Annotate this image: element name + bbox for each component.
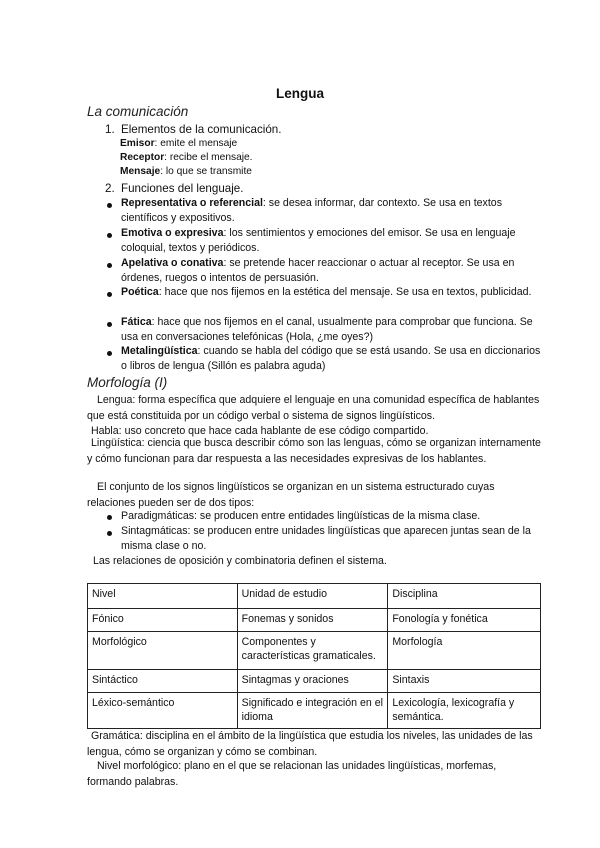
table-row	[88, 609, 541, 632]
bullet-icon	[107, 322, 112, 327]
bullet-icon	[107, 233, 112, 238]
function-apelativa: Apelativa o conativa: se pretende hacer reaccionar o actuar al receptor. Se usa en órdenes, ruegos o intentos de persuasión.	[121, 257, 515, 285]
paragraph-relaciones: Las relaciones de oposición y combinatoria definen el sistema.	[93, 555, 387, 567]
table-row	[88, 632, 541, 670]
table-cell: Lexicología, lexicografía y semántica.	[388, 693, 541, 729]
element-emisor: Emisor: emite el mensaje	[120, 138, 238, 149]
table-row	[88, 670, 541, 693]
paragraph-linguistica: Lingüística: ciencia que busca describir cómo son las lenguas, cómo se organizan internamente y cómo funcionan para dar respuesta a las necesidades expresivas de los hablantes.	[87, 437, 541, 465]
table-cell: Sintáctico	[88, 670, 238, 693]
table-cell: Morfología	[388, 632, 541, 670]
function-emotiva: Emotiva o expresiva: los sentimientos y emociones del emisor. Se usa en lenguaje coloquial, textos y periódicos.	[121, 227, 516, 255]
bullet-icon	[107, 292, 112, 297]
table-row	[88, 693, 541, 729]
table-cell: Sintagmas y oraciones	[237, 670, 388, 693]
bullet-icon	[107, 515, 112, 520]
function-representativa: Representativa o referencial: se desea informar, dar contexto. Se usa en textos científicos y expositivos.	[121, 197, 502, 225]
table-header-cell: Nivel	[88, 584, 238, 609]
bullet-icon	[107, 203, 112, 208]
table-cell: Significado e integración en el idioma	[237, 693, 388, 729]
list-number: 1.	[105, 123, 115, 136]
table-header-cell: Unidad de estudio	[237, 584, 388, 609]
element-receptor: Receptor: recibe el mensaje.	[120, 152, 253, 163]
bullet-icon	[107, 351, 112, 356]
function-poetica: Poética: hace que nos fijemos en la estética del mensaje. Se usa en textos, publicidad.	[121, 286, 532, 298]
table-cell: Fónico	[88, 609, 238, 632]
bullet-icon	[107, 263, 112, 268]
list-item-funciones: Funciones del lenguaje.	[121, 182, 244, 195]
table-cell: Léxico-semántico	[88, 693, 238, 729]
table-cell: Fonología y fonética	[388, 609, 541, 632]
function-metalinguistica: Metalingüística: cuando se habla del código que se está usando. Se usa en diccionarios o libros de lengua (Sillón es palabra aguda)	[121, 345, 541, 373]
paragraph-nivel-morfologico: Nivel morfológico: plano en el que se relacionan las unidades lingüísticas, morfemas, formando palabras.	[87, 760, 497, 788]
page-title: Lengua	[275, 86, 324, 101]
table-cell: Fonemas y sonidos	[237, 609, 388, 632]
list-number: 2.	[105, 182, 115, 195]
list-item-elementos: Elementos de la comunicación.	[121, 123, 282, 136]
paragraph-lengua: Lengua: forma específica que adquiere el lenguaje en una comunidad específica de hablantes que está constituida por un código verbal o sistema de signos lingüísticos.	[87, 394, 540, 422]
section-heading-comunicacion: La comunicación	[87, 104, 189, 119]
element-mensaje: Mensaje: lo que se transmite	[120, 166, 252, 177]
levels-table	[87, 583, 541, 729]
table-cell: Sintaxis	[388, 670, 541, 693]
relation-paradigmaticas: Paradigmáticas: se producen entre entidades lingüísticas de la misma clase.	[121, 510, 481, 522]
table-cell: Morfológico	[88, 632, 238, 670]
paragraph-conjunto: El conjunto de los signos lingüísticos se organizan en un sistema estructurado cuyas relaciones pueden ser de dos tipos:	[87, 481, 495, 509]
table-header-cell: Disciplina	[388, 584, 541, 609]
section-heading-morfologia: Morfología (I)	[87, 375, 168, 390]
paragraph-habla: Habla: uso concreto que hace cada hablante de ese código compartido.	[91, 425, 429, 437]
bullet-icon	[107, 531, 112, 536]
function-fatica: Fática: hace que nos fijemos en el canal, usualmente para comprobar que funciona. Se usa en conversaciones telefónicas (Hola, ¿me oyes?)	[121, 316, 533, 344]
paragraph-gramatica: Gramática: disciplina en el ámbito de la lingüística que estudia los niveles, las unidades de las lengua, cómo se organizan y cómo se combinan.	[87, 730, 533, 758]
table-cell: Componentes y características gramaticales.	[237, 632, 388, 670]
table-header-row	[88, 584, 541, 609]
relation-sintagmaticas: Sintagmáticas: se producen entre unidades lingüísticas que aparecen juntas sean de la misma clase o no.	[121, 525, 531, 553]
